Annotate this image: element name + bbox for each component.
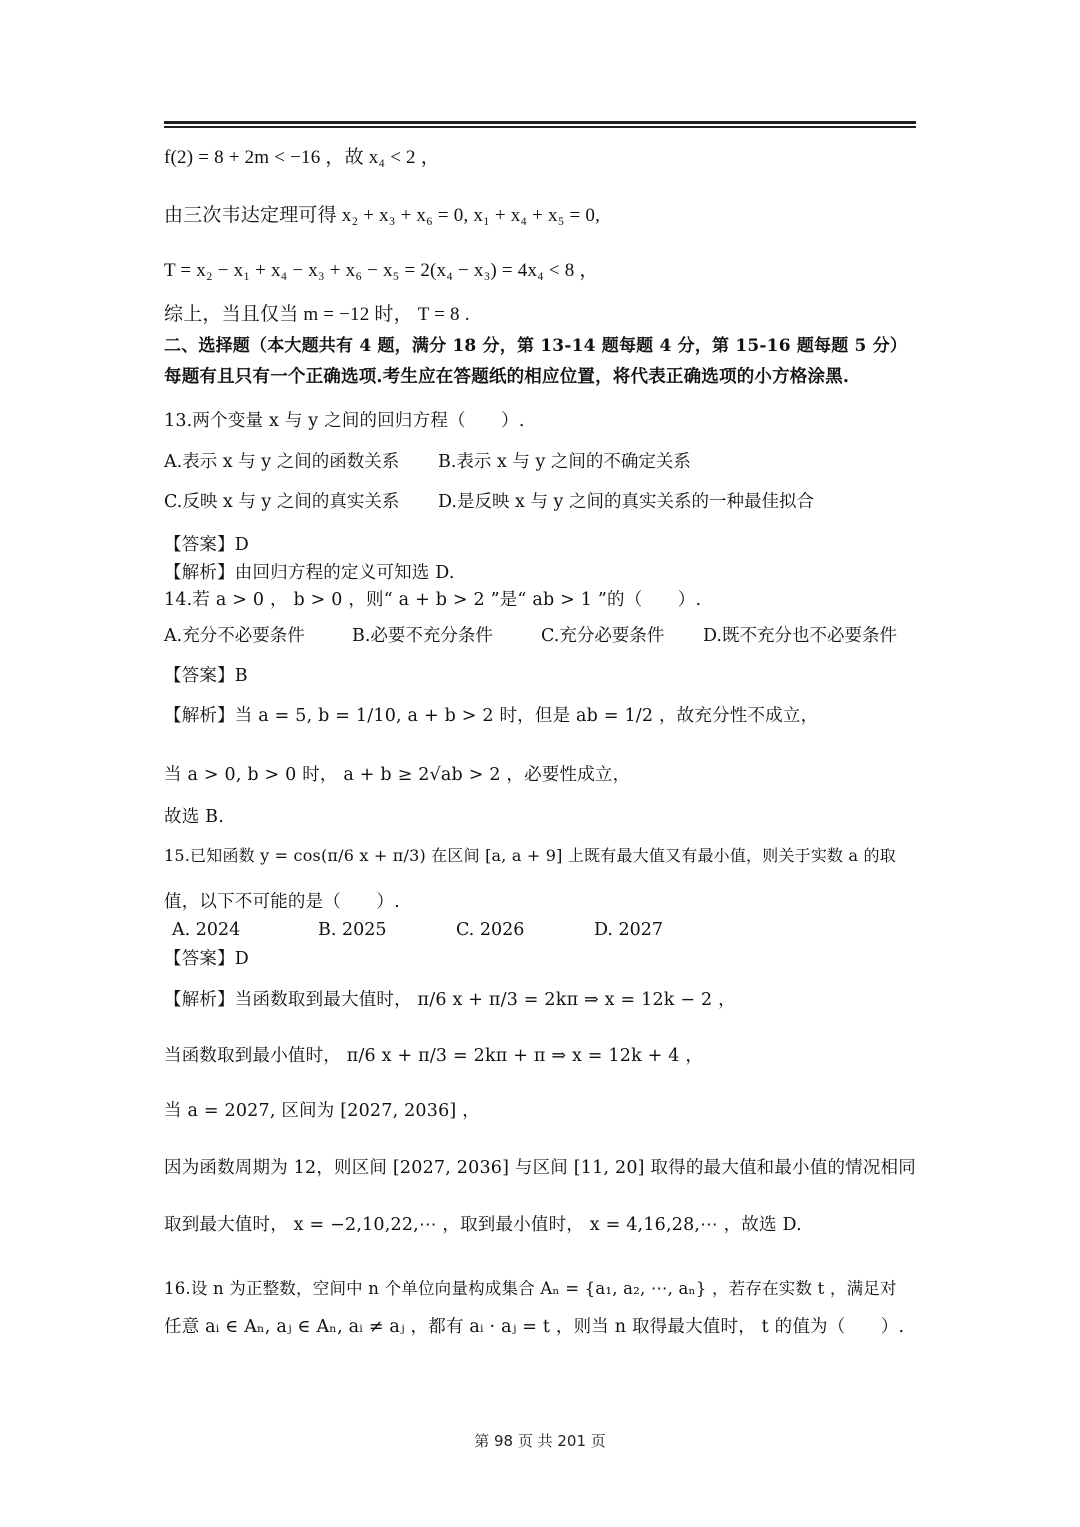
q13-answer: 【答案】D [164, 535, 250, 555]
question-15-line-1: 15.已知函数 y = cos(π/6 x + π/3) 在区间 [a, a + 9] 上既有最大值又有最小值，则关于实数 a 的取 [164, 846, 896, 865]
q14-answer: 【答案】B [164, 666, 248, 686]
q15-explanation-5: 取到最大值时， x = −2,10,22,⋯ ，取到最小值时， x = 4,16,28,⋯ ，故选 D. [164, 1215, 802, 1235]
q14-explanation-2: 当 a > 0, b > 0 时， a + b ≥ 2√ab > 2 ，必要性成立， [164, 765, 631, 785]
question-13: 13.两个变量 x 与 y 之间的回归方程（ ）. [164, 411, 525, 431]
q13-option-a: A.表示 x 与 y 之间的函数关系 [164, 452, 400, 472]
q15-option-a: A. 2024 [172, 920, 241, 940]
q15-explanation-2: 当函数取到最小值时， π/6 x + π/3 = 2kπ + π ⇒ x = 12k + 4 ， [164, 1046, 704, 1066]
q15-explanation-1: 【解析】当函数取到最大值时， π/6 x + π/3 = 2kπ ⇒ x = 12k − 2 ， [164, 990, 736, 1010]
q13-option-b: B.表示 x 与 y 之间的不确定关系 [438, 452, 691, 472]
solution-line-T: T = x₂ − x₁ + x₄ − x₃ + x₆ − x₅ = 2(x₄ − x₃) = 4x₄ < 8 ， [164, 260, 599, 281]
solution-line-f2: f(2) = 8 + 2m < −16 ，故 x₄ < 2 ， [164, 147, 440, 168]
header-rule-top [164, 121, 916, 124]
q15-explanation-3: 当 a = 2027, 区间为 [2027, 2036] ， [164, 1101, 480, 1121]
q15-option-d: D. 2027 [594, 920, 664, 940]
q14-option-a: A.充分不必要条件 [164, 626, 305, 646]
q14-option-d: D.既不充分也不必要条件 [703, 626, 897, 646]
header-rule-bottom [164, 126, 916, 128]
question-14: 14.若 a > 0 ， b > 0 ，则“ a + b > 2 ”是“ ab > 1 ”的（ ）. [164, 590, 702, 610]
page-footer: 第 98 页 共 201 页 [474, 1432, 606, 1450]
q15-answer: 【答案】D [164, 949, 250, 969]
q13-option-c: C.反映 x 与 y 之间的真实关系 [164, 492, 400, 512]
q15-option-c: C. 2026 [456, 920, 525, 940]
question-15-line-2: 值，以下不可能的是（ ）. [164, 892, 400, 912]
q15-option-b: B. 2025 [318, 920, 387, 940]
section-instructions: 每题有且只有一个正确选项.考生应在答题纸的相应位置，将代表正确选项的小方格涂黑. [164, 367, 850, 387]
q13-option-d: D.是反映 x 与 y 之间的真实关系的一种最佳拟合 [438, 492, 814, 512]
q14-explanation-1: 【解析】当 a = 5, b = 1/10, a + b > 2 时，但是 ab = 1/2 ，故充分性不成立， [164, 706, 819, 726]
q13-explanation: 【解析】由回归方程的定义可知选 D. [164, 563, 455, 583]
q15-explanation-4: 因为函数周期为 12，则区间 [2027, 2036] 与区间 [11, 20] 取得的最大值和最小值的情况相同 [164, 1158, 916, 1178]
question-16-line-2: 任意 aᵢ ∈ Aₙ, aⱼ ∈ Aₙ, aᵢ ≠ aⱼ ，都有 aᵢ · aⱼ = t ，则当 n 取得最大值时， t 的值为（ ）. [164, 1317, 905, 1337]
solution-line-vieta: 由三次韦达定理可得 x₂ + x₃ + x₆ = 0, x₁ + x₄ + x₅ = 0, [164, 205, 601, 226]
q14-explanation-3: 故选 B. [164, 807, 224, 827]
section-heading: 二、选择题（本大题共有 4 题，满分 18 分，第 13-14 题每题 4 分，第 15-16 题每题 5 分） [164, 336, 908, 356]
solution-line-conclusion: 综上，当且仅当 m = −12 时， T = 8 . [164, 304, 470, 325]
question-16-line-1: 16.设 n 为正整数，空间中 n 个单位向量构成集合 Aₙ = {a₁, a₂, ⋯, aₙ} ，若存在实数 t ，满足对 [164, 1279, 897, 1298]
q14-option-c: C.充分必要条件 [541, 626, 665, 646]
q14-option-b: B.必要不充分条件 [352, 626, 493, 646]
